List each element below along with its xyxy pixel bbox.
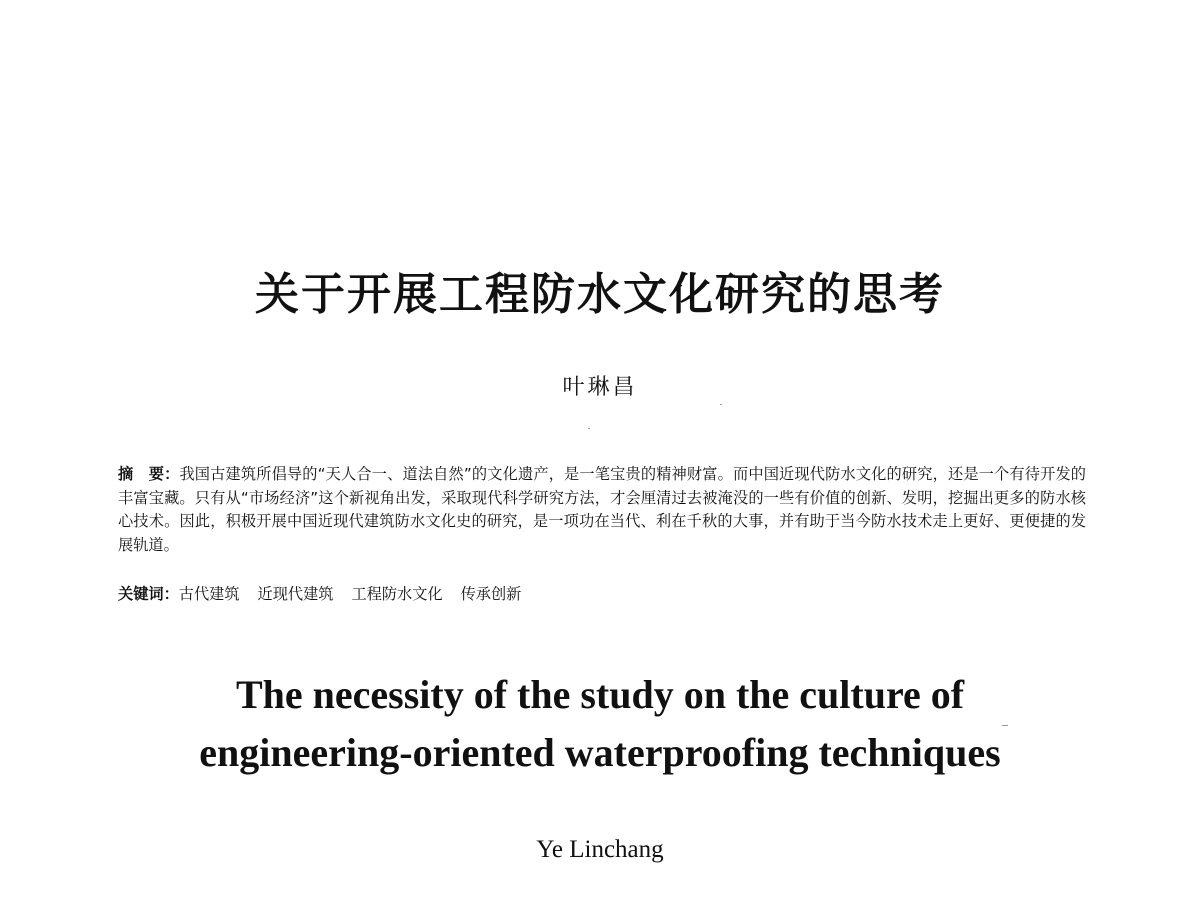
keywords xyxy=(118,583,1086,606)
keywords-label: 关键词： xyxy=(118,585,179,603)
english-title-line-2: engineering-oriented waterproofing techniques xyxy=(199,730,1001,775)
keyword: 古代建筑 xyxy=(178,585,240,603)
keyword: 传承创新 xyxy=(460,585,522,603)
keyword: 工程防水文化 xyxy=(351,585,443,603)
scan-speck xyxy=(1002,725,1008,726)
scan-speck xyxy=(588,428,590,429)
english-title-line-1: The necessity of the study on the culture of xyxy=(235,672,965,717)
scan-speck xyxy=(720,404,722,405)
abstract xyxy=(118,463,1086,557)
english-title xyxy=(0,666,1200,782)
abstract-label: 摘 要： xyxy=(118,465,180,483)
chinese-author: 叶琳昌 xyxy=(562,375,638,400)
keyword: 近现代建筑 xyxy=(257,585,334,603)
abstract-text: 我国古建筑所倡导的“天人合一、道法自然”的文化遗产，是一笔宝贵的精神财富。而中国近现代防水文化的研究，还是一个有待开发的丰富宝藏。只有从“市场经济”这个新视角出发，采取现代科学研究方法，才会厘清过去被淹没的一些有价值的创新、发明，挖掘出更多的防水核心技术。因此，积极开展中国近现代建筑防水文化史的研究，是一项功在当代、利在千秋的大事，并有助于当今防水技术走上更好、更便捷的发展轨道。 xyxy=(118,465,1086,554)
english-author: Ye Linchang xyxy=(536,836,664,863)
chinese-title: 关于开展工程防水文化研究的思考 xyxy=(255,269,945,320)
